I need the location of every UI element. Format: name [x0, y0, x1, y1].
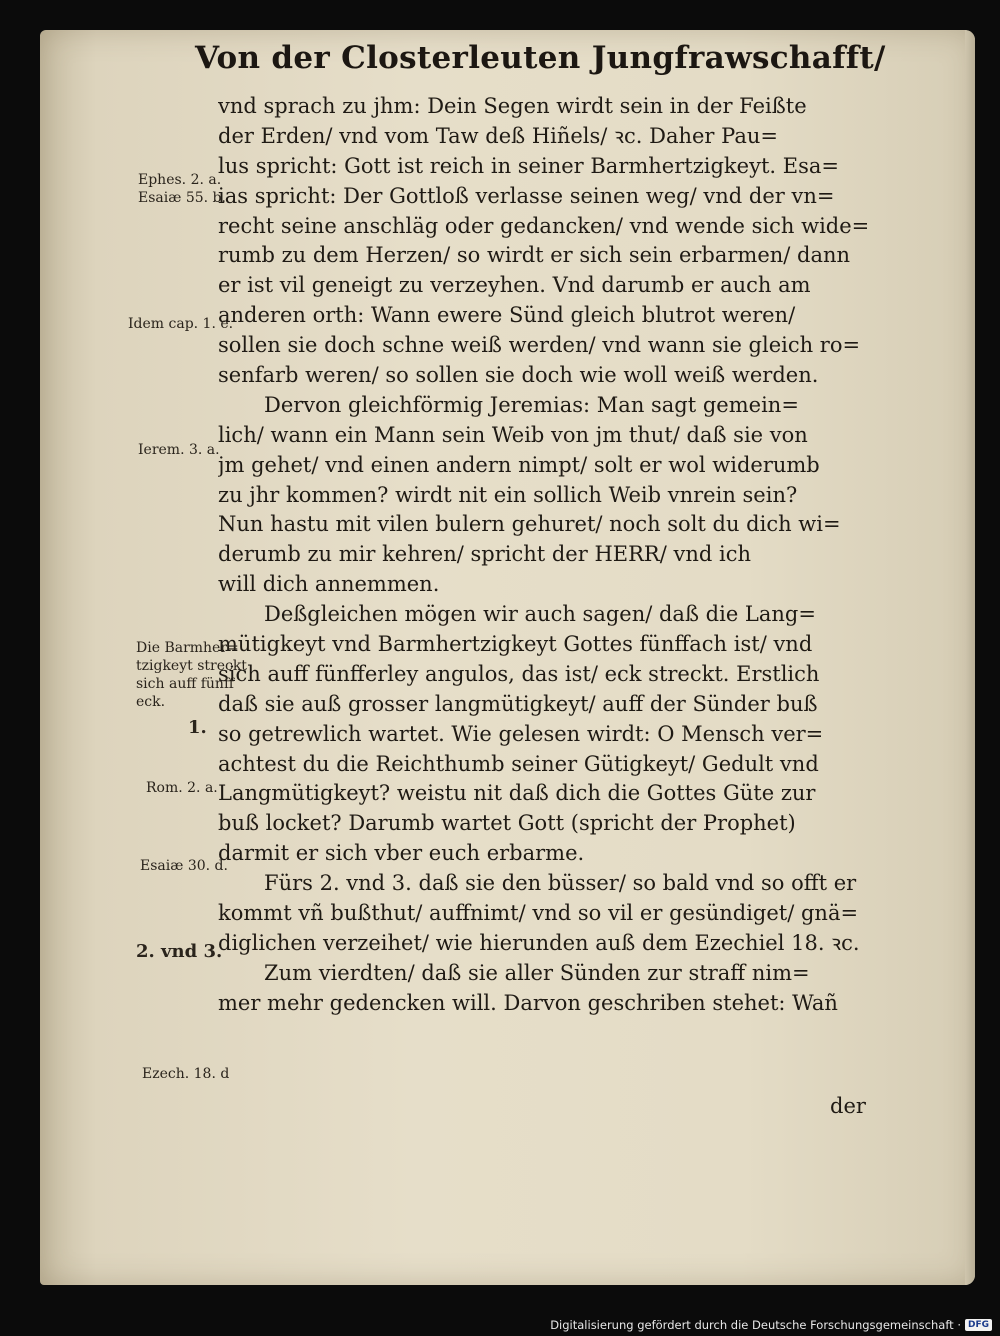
text-line: derumb zu mir kehren/ spricht der HERR/ vnd ich	[218, 542, 751, 567]
text-line: diglichen verzeihet/ wie hierunden auß dem Ezechiel 18. ꝛc.	[218, 930, 860, 955]
text-line: senfarb weren/ so sollen sie doch wie woll weiß werden.	[218, 363, 819, 388]
margin-note-ierem: Ierem. 3. a.	[138, 442, 220, 458]
text-line: ias spricht: Der Gottloß verlasse seinen weg/ vnd der vn=	[218, 183, 835, 208]
body-text	[218, 92, 896, 1019]
text-line: jm gehet/ vnd einen andern nimpt/ solt er wol widerumb	[218, 452, 820, 477]
digitization-footer	[550, 1318, 992, 1332]
text-line: will dich annemmen.	[218, 572, 440, 597]
margin-note-ephes: Ephes. 2. a.	[138, 172, 222, 188]
text-line: mer mehr gedencken will. Darvon geschriben stehet: Wañ	[218, 990, 838, 1015]
text-line: Deßgleichen mögen wir auch sagen/ daß die Lang=	[264, 602, 816, 627]
text-line: darmit er sich vber euch erbarme.	[218, 841, 585, 866]
text-line: so getrewlich wartet. Wie gelesen wirdt: O Mensch ver=	[218, 721, 824, 746]
margin-note-barmherzigkeit-4: eck.	[136, 694, 166, 710]
margin-note-barmherzigkeit-3: sich auff fünff	[136, 676, 234, 692]
margin-note-number-1: 1.	[188, 717, 207, 738]
footer-text: Digitalisierung gefördert durch die Deutsche Forschungsgemeinschaft ·	[550, 1318, 961, 1332]
text-line: daß sie auß grosser langmütigkeyt/ auff der Sünder buß	[218, 691, 818, 716]
text-line: er ist vil geneigt zu verzeyhen. Vnd darumb er auch am	[218, 273, 811, 298]
text-line: sollen sie doch schne weiß werden/ vnd wann sie gleich ro=	[218, 333, 861, 358]
margin-note-2-und-3: 2. vnd 3.	[136, 941, 223, 962]
text-line: lich/ wann ein Mann sein Weib von jm thut/ daß sie von	[218, 422, 808, 447]
text-line: sich auff fünfferley angulos, das ist/ eck streckt. Erstlich	[218, 661, 820, 686]
text-line: der Erden/ vnd vom Taw deß Hiñels/ ꝛc. Daher Pau=	[218, 123, 778, 148]
text-line: Nun hastu mit vilen bulern gehuret/ noch solt du dich wi=	[218, 512, 841, 537]
text-line: buß locket? Darumb wartet Gott (spricht der Prophet)	[218, 811, 796, 836]
text-line: kommt vñ bußthut/ auffnimt/ vnd so vil er gesündiget/ gnä=	[218, 901, 859, 926]
catchword: der	[830, 1094, 866, 1118]
text-line: vnd sprach zu jhm: Dein Segen wirdt sein in der Feißte	[218, 94, 807, 118]
margin-note-ezech: Ezech. 18. d	[142, 1066, 230, 1082]
text-line: Dervon gleichförmig Jeremias: Man sagt gemein=	[264, 392, 799, 417]
text-line: Langmütigkeyt? weistu nit daß dich die Gottes Güte zur	[218, 781, 816, 806]
margin-note-barmherzigkeit-2: tzigkeyt streckt	[136, 658, 247, 674]
page-edge	[965, 30, 975, 1285]
text-line: mütigkeyt vnd Barmhertzigkeyt Gottes fünffach ist/ vnd	[218, 632, 813, 657]
text-line: recht seine anschläg oder gedancken/ vnd wende sich wide=	[218, 213, 870, 238]
margin-note-rom: Rom. 2. a.	[146, 780, 218, 796]
margin-note-esaiae-55: Esaiæ 55. b.	[138, 190, 226, 206]
text-line: anderen orth: Wann ewere Sünd gleich blutrot weren/	[218, 303, 796, 328]
text-line: Zum vierdten/ daß sie aller Sünden zur straff nim=	[264, 960, 810, 985]
text-line: Fürs 2. vnd 3. daß sie den büsser/ so bald vnd so offt er	[264, 871, 857, 896]
text-line: zu jhr kommen? wirdt nit ein sollich Weib vnrein sein?	[218, 482, 798, 507]
margin-note-esaiae-30: Esaiæ 30. d.	[140, 858, 228, 874]
margin-note-barmherzigkeit-1: Die Barmher=	[136, 640, 239, 656]
dfg-logo: DFG	[965, 1319, 992, 1331]
text-line: achtest du die Reichthumb seiner Gütigkeyt/ Gedult vnd	[218, 751, 819, 776]
running-header: Von der Closterleuten Jungfrawschafft/	[195, 40, 886, 76]
margin-note-idem: Idem cap. 1. e.	[128, 316, 234, 332]
text-line: rumb zu dem Herzen/ so wirdt er sich sein erbarmen/ dann	[218, 243, 851, 268]
text-line: lus spricht: Gott ist reich in seiner Barmhertzigkeyt. Esa=	[218, 153, 839, 178]
